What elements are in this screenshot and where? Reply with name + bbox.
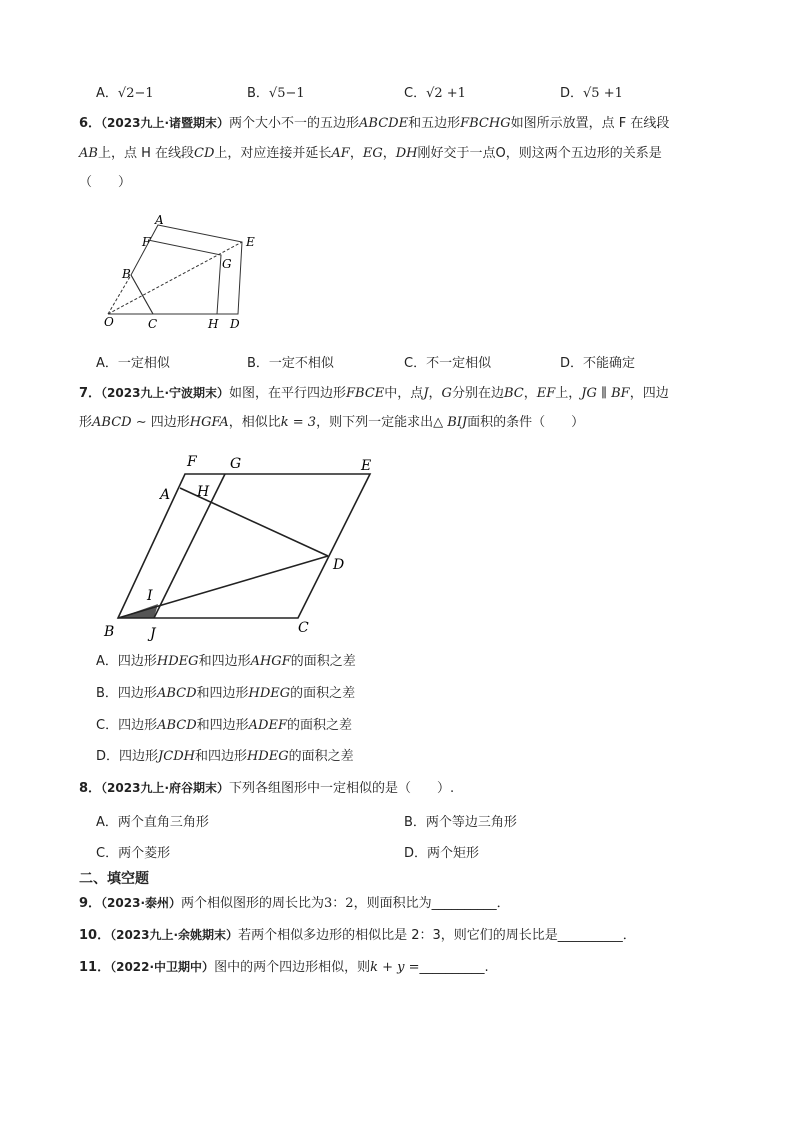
- q7-source: （2023九上·宁波期末）: [101, 386, 230, 400]
- q6-option-c: C．不一定相似: [404, 356, 492, 371]
- q8-option-c: C．两个菱形: [96, 846, 171, 861]
- q8-line1: 8．（2023九上·府谷期末）下列各组图形中一定相似的是（ ）.: [79, 781, 455, 796]
- q7-line2: 形ABCD ∼ 四边形HGFA，相似比k = 3，则下列一定能求出△ BIJ面积的条件（ ）: [79, 415, 585, 430]
- q6-line3: （ ）: [79, 175, 132, 190]
- q7-option-d: D．四边形JCDH和四边形HDEG的面积之差: [96, 749, 354, 764]
- q9-line: 9．（2023·泰州）两个相似图形的周长比为3：2，则面积比为__________．: [79, 896, 510, 911]
- q9-answer-blank[interactable]: __________: [431, 896, 497, 911]
- q5-option-d: D．√5 +1: [560, 86, 623, 101]
- q5-option-c: C．√2 +1: [404, 86, 466, 101]
- label-b: B: [104, 624, 115, 640]
- q6-option-d: D．不能确定: [560, 356, 636, 371]
- q8-option-a: A．两个直角三角形: [96, 815, 209, 830]
- label-a: A: [160, 487, 171, 503]
- q11-source: （2022·中卫期中）: [110, 960, 215, 974]
- parallelogram-fbce: [118, 474, 370, 618]
- q10-source: （2023九上·余姚期末）: [110, 928, 239, 942]
- q7-option-c: C．四边形ABCD和四边形ADEF的面积之差: [96, 718, 353, 733]
- q6-source: （2023九上·诸暨期末）: [101, 116, 230, 130]
- q7-option-b: B．四边形ABCD和四边形HDEG的面积之差: [96, 686, 356, 701]
- q11-line: 11．（2022·中卫期中）图中的两个四边形相似，则k + y =__________.: [79, 960, 489, 975]
- q10-answer-blank[interactable]: __________: [557, 928, 623, 943]
- q6-line2: AB上，点 H 在线段CD上，对应连接并延长AF，EG，DH刚好交于一点O，则这两个五边形的关系是: [79, 146, 662, 161]
- label-b: B: [122, 267, 131, 281]
- segment-bd: [118, 556, 328, 618]
- label-f: F: [187, 454, 197, 470]
- label-h: H: [197, 484, 210, 500]
- q9-number: 9．: [79, 896, 102, 911]
- q6-option-a: A．一定相似: [96, 356, 170, 371]
- q10-line: 10．（2023九上·余姚期末）若两个相似多边形的相似比是 2：3，则它们的周长比是__________．: [79, 928, 636, 943]
- q7-line1: 7．（2023九上·宁波期末）如图，在平行四边形FBCE中，点J，G分别在边BC，EF上，JG ∥ BF，四边: [79, 386, 669, 401]
- q8-source: （2023九上·府谷期末）: [101, 781, 230, 795]
- q5-option-a: A．√2−1: [96, 86, 154, 101]
- label-j: J: [150, 626, 156, 642]
- q6-line1: 6．（2023九上·诸暨期末）两个大小不一的五边形ABCDE和五边形FBCHG如图所示放置，点 F 在线段: [79, 116, 670, 131]
- q8-option-b: B．两个等边三角形: [404, 815, 517, 830]
- label-c: C: [298, 620, 309, 636]
- label-c: C: [148, 317, 158, 331]
- q11-answer-blank[interactable]: __________: [419, 960, 485, 975]
- q6-number: 6．: [79, 116, 102, 131]
- label-d: D: [230, 317, 240, 331]
- label-f: F: [142, 235, 151, 249]
- q7-option-a: A．四边形HDEG和四边形AHGF的面积之差: [96, 654, 356, 669]
- label-g: G: [230, 456, 242, 472]
- label-i: I: [147, 588, 153, 604]
- label-g: G: [222, 257, 232, 271]
- label-e: E: [246, 235, 255, 249]
- q11-number: 11．: [79, 960, 111, 975]
- q8-number: 8．: [79, 781, 102, 796]
- q6-option-b: B．一定不相似: [247, 356, 334, 371]
- label-e: E: [361, 458, 372, 474]
- q7-number: 7．: [79, 386, 102, 401]
- label-a: A: [155, 213, 164, 227]
- section-heading-fill-in: 二、填空题: [79, 871, 149, 887]
- q6-figure: [100, 210, 270, 335]
- q10-number: 10．: [79, 928, 111, 943]
- q5-option-b: B．√5−1: [247, 86, 305, 101]
- label-d: D: [333, 557, 345, 573]
- q9-source: （2023·泰州）: [101, 896, 182, 910]
- label-o: O: [104, 315, 114, 329]
- label-h: H: [208, 317, 219, 331]
- q7-figure: [100, 450, 390, 645]
- q8-option-d: D．两个矩形: [404, 846, 480, 861]
